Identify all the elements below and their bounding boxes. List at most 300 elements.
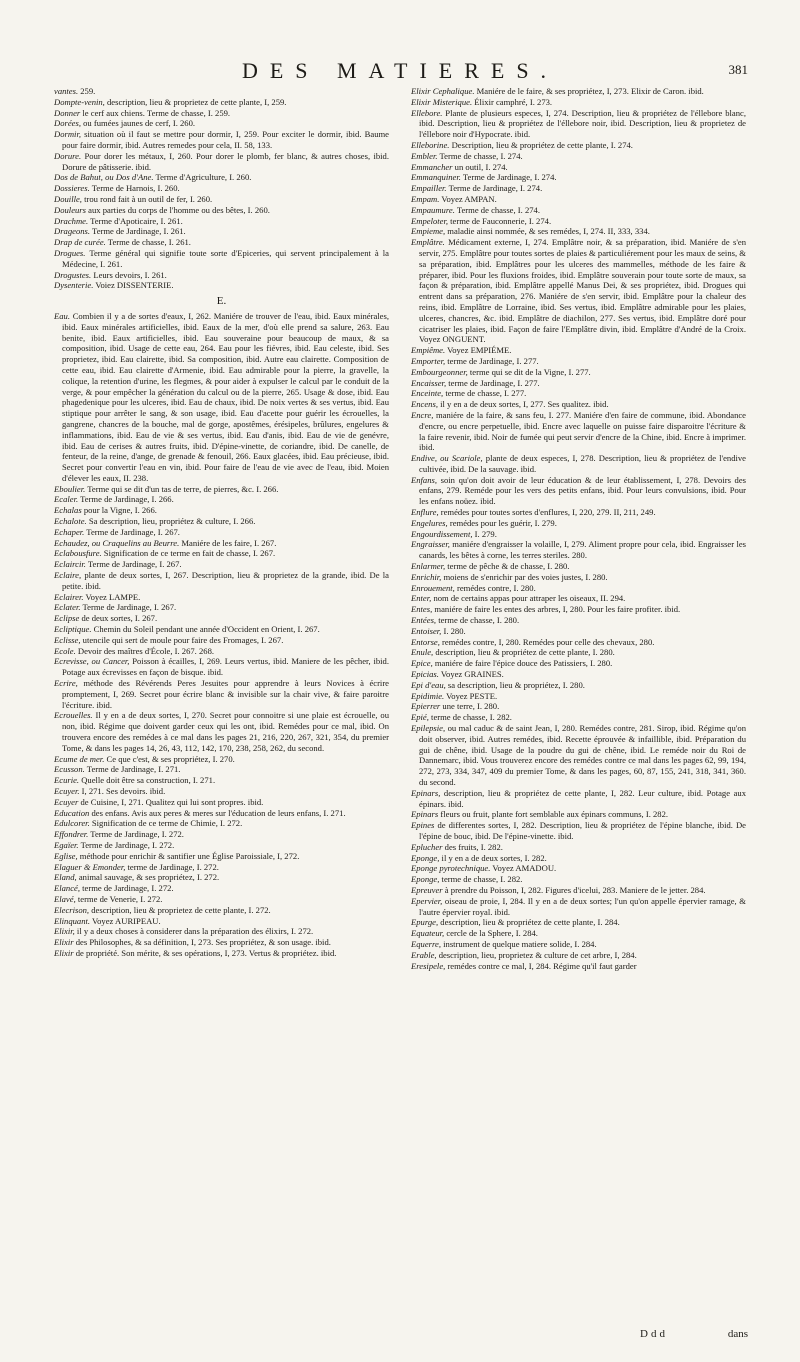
entry-text: Terme de Harnois, I. 260. bbox=[89, 183, 180, 194]
entry-headword: Drogues. bbox=[54, 247, 86, 258]
entry-headword: Elaguer & Emonder, bbox=[54, 861, 126, 872]
entry-text: Signification de ce terme en fait de chasse, I. 267. bbox=[101, 548, 276, 559]
entry-text: Plante de plusieurs especes, I, 274. Description, lieu & propriétez de l'éllebore blanc, ibid. Description, lieu & propriétez de l'éllebore noir, ibid. Description, lieu & proprietez de l'éllebore noir d'Hypocrate. ibid. bbox=[419, 107, 746, 140]
entry-text: fleurs ou fruit, plante fort semblable aux épinars communs, I. 282. bbox=[438, 809, 669, 820]
index-entry bbox=[54, 905, 389, 916]
entry-text: utencile qui sert de moule pour faire des Fromages, I. 267. bbox=[80, 634, 284, 645]
entry-text: terme de Jardinage, I. 272. bbox=[125, 861, 219, 872]
index-entry bbox=[411, 399, 746, 410]
index-entry bbox=[411, 939, 746, 950]
index-entry bbox=[411, 637, 746, 648]
entry-text: I. 280. bbox=[441, 625, 466, 636]
entry-headword: Eclaircir. bbox=[54, 559, 86, 570]
index-entry bbox=[54, 527, 389, 538]
entry-text: Terme de Jardinage, I. 274. bbox=[460, 172, 557, 183]
index-entry bbox=[411, 701, 746, 712]
entry-text: terme de chasse, I. 282. bbox=[439, 874, 523, 885]
entry-headword: Epurge, bbox=[411, 917, 439, 928]
entry-headword: Ecuyer. bbox=[54, 786, 80, 796]
entry-text: un outil, I. 274. bbox=[452, 161, 508, 172]
index-entry bbox=[411, 205, 746, 216]
entry-headword: Empiême. bbox=[411, 345, 446, 356]
entry-text: remédes pour toutes sortes d'enflures, I, 220, 279. II, 211, 249. bbox=[438, 507, 656, 518]
index-entry bbox=[411, 172, 746, 183]
index-entry bbox=[411, 539, 746, 561]
entry-headword: Ecrire, bbox=[54, 678, 78, 689]
entry-headword: Eclater. bbox=[54, 602, 81, 613]
entry-headword: Epilepsie, bbox=[411, 723, 446, 734]
index-entry bbox=[411, 183, 746, 194]
index-entry bbox=[411, 928, 746, 939]
index-entry bbox=[54, 872, 389, 883]
entry-text: Voyez LAMPE. bbox=[83, 591, 141, 602]
index-entry bbox=[411, 950, 746, 961]
entry-text: plante de deux sortes, I, 267. Description, lieu & proprietez de la grande, ibid. De la petite. ibid. bbox=[62, 570, 389, 591]
entry-headword: Echaudez, ou Craquelins au Beurre. bbox=[54, 537, 180, 548]
index-entry bbox=[411, 863, 746, 874]
index-entry bbox=[54, 205, 389, 216]
entry-text: Terme de Jardinage, I. 271. bbox=[84, 764, 181, 775]
entry-headword: Eplucher bbox=[411, 841, 443, 852]
entry-headword: Ecliptique. bbox=[54, 624, 92, 635]
entry-text: remédes pour les guérir, I. 279. bbox=[447, 517, 557, 528]
entry-headword: Ecaler. bbox=[54, 494, 79, 505]
index-entry bbox=[411, 86, 746, 97]
entry-headword: Epinars bbox=[411, 809, 439, 820]
entry-text: Terme de Jardinage, I. 267. bbox=[85, 559, 182, 570]
entry-headword: Equateur, bbox=[411, 928, 445, 939]
entry-headword: Donner bbox=[54, 107, 81, 118]
index-entry bbox=[411, 583, 746, 594]
entry-headword: Epice, bbox=[411, 658, 433, 669]
index-entry bbox=[54, 172, 389, 183]
entry-headword: Echalote. bbox=[54, 516, 87, 527]
entry-text: terme de chasse, I. 282. bbox=[428, 712, 512, 723]
index-entry bbox=[54, 194, 389, 205]
entry-text: terme de Jardinage, I. 277. bbox=[445, 355, 539, 366]
entry-text: de deux sortes, I. 267. bbox=[79, 613, 158, 624]
entry-text: Terme de Jardinage, I. 261. bbox=[90, 226, 186, 237]
entry-text: cercle de la Sphere, I. 284. bbox=[444, 928, 538, 939]
entry-text: terme qui se dit de la Vigne, I. 277. bbox=[467, 366, 591, 377]
entry-text: Voiez DISSENTERIE. bbox=[93, 280, 174, 291]
entry-text: terme de Jardinage, I. 272. bbox=[80, 883, 174, 894]
entry-headword: Elixir Cephalique. bbox=[411, 86, 475, 96]
entry-text: Voyez AMADOU. bbox=[490, 863, 557, 874]
entry-headword: Dorure. bbox=[54, 150, 82, 161]
index-entry bbox=[411, 885, 746, 896]
index-entry bbox=[54, 183, 389, 194]
entry-headword: Epines bbox=[411, 820, 435, 831]
index-entry bbox=[411, 410, 746, 453]
index-entry bbox=[411, 453, 746, 475]
entry-text: Terme de Jardinage, I. 274. bbox=[446, 183, 543, 194]
index-entry bbox=[54, 710, 389, 753]
entry-text: oiseau de proie, I, 284. Il y en a de deux sortes; l'un qu'on appelle épervier ramage, & l'autre épervier royal. ibid. bbox=[419, 895, 746, 917]
entry-headword: Entoiser, bbox=[411, 625, 442, 636]
entry-headword: Engelures, bbox=[411, 517, 448, 528]
entry-headword: Douleurs bbox=[54, 204, 86, 215]
entry-headword: Edulcorer. bbox=[54, 818, 90, 829]
index-entry bbox=[411, 723, 746, 788]
entry-text: Terme de Jardinage, I. 272. bbox=[78, 839, 175, 850]
entry-headword: Eland, bbox=[54, 872, 77, 883]
index-entry bbox=[54, 894, 389, 905]
entry-text: Terme qui se dit d'un tas de terre, de pierres, &c. I. 266. bbox=[85, 483, 279, 494]
entry-text: animal sauvage, & ses propriétez, I. 272. bbox=[76, 872, 220, 883]
entry-headword: Elecrison, bbox=[54, 904, 90, 915]
entry-text: nom de certains appas pour attraper les oiseaux, II. 294. bbox=[431, 593, 626, 604]
entry-text: Terme de Jardinage, I. 267. bbox=[84, 526, 180, 537]
index-entry bbox=[54, 226, 389, 237]
index-entry bbox=[54, 883, 389, 894]
entry-text: Élixir camphré, I. 273. bbox=[472, 96, 553, 107]
index-entry bbox=[411, 658, 746, 669]
entry-text: de differentes sortes, I, 282. Description, lieu & propriétez de l'épine blanche, ibid. De l'épine de bouc, ibid. De l'épine-vinette. ibid. bbox=[419, 820, 746, 841]
entry-text: maniére de faire l'épice douce des Patissiers, I. 280. bbox=[432, 658, 613, 669]
entry-headword: Elixir, bbox=[54, 926, 75, 937]
entry-text: Ce que c'est, & ses propriétez, I. 270. bbox=[104, 753, 235, 764]
entry-text: plante de deux especes, I, 278. Description, lieu & propriétez de l'endive cultivée, ibid. De la sauvage. ibid. bbox=[419, 453, 746, 474]
index-entry bbox=[54, 548, 389, 559]
entry-text: aux parties du corps de l'homme ou des bêtes, I. 260. bbox=[86, 204, 270, 215]
index-entry bbox=[411, 194, 746, 205]
entry-text: pour la Vigne, I. 266. bbox=[81, 505, 157, 516]
entry-text: Terme de Jardinage, I. 272. bbox=[88, 829, 184, 840]
entry-headword: Encaisser, bbox=[411, 377, 447, 388]
index-entry bbox=[411, 820, 746, 842]
entry-headword: Eclaire, bbox=[54, 570, 82, 581]
entry-text: une terre, I. 280. bbox=[440, 701, 500, 712]
index-entry bbox=[54, 635, 389, 646]
index-entry bbox=[54, 624, 389, 635]
signature-mark: Ddd bbox=[640, 1328, 668, 1340]
index-entry bbox=[54, 808, 389, 819]
entry-headword: Empeloter, bbox=[411, 215, 448, 226]
entry-text: terme de Venerie, I. 272. bbox=[75, 893, 163, 904]
index-entry bbox=[411, 162, 746, 173]
entry-text: Terme de chasse, I. 274. bbox=[437, 150, 523, 161]
index-entry bbox=[54, 840, 389, 851]
entry-headword: Enter, bbox=[411, 593, 432, 604]
entry-headword: Egaïer. bbox=[54, 839, 79, 850]
entry-headword: Dysenterie. bbox=[54, 280, 94, 291]
entry-headword: Ecume de mer. bbox=[54, 753, 105, 764]
entry-text: Pour dorer les métaux, I, 260. Pour dorer le plomb, fer blanc, & autres choses, ibid. Dorure de pâtisserie. ibid. bbox=[62, 150, 389, 172]
running-title: DES MATIERES. bbox=[241, 58, 559, 83]
index-entry bbox=[411, 529, 746, 540]
entry-text: maladie ainsi nommée, & ses remédes, I, 274. II, 333, 334. bbox=[445, 226, 650, 237]
entry-headword: Endive, ou Scariole, bbox=[411, 453, 483, 464]
entry-text: remédes contre, I, 280. Remédes pour celle des chevaux, 280. bbox=[439, 636, 655, 647]
entry-headword: Empam. bbox=[411, 193, 440, 204]
index-entry bbox=[54, 948, 389, 959]
index-entry bbox=[54, 818, 389, 829]
entry-text: des Philosophes, & sa définition, I, 273. Ses propriétez, & son usage. ibid. bbox=[73, 937, 331, 948]
entry-headword: Embler. bbox=[411, 150, 438, 161]
index-entry bbox=[54, 505, 389, 516]
entry-headword: Dormir, bbox=[54, 129, 81, 140]
entry-headword: Echaper. bbox=[54, 526, 85, 537]
entry-headword: Ecurie. bbox=[54, 775, 80, 786]
entry-headword: Enfans, bbox=[411, 474, 438, 485]
entry-text: Terme de chasse, I. 274. bbox=[454, 204, 540, 215]
index-entry bbox=[411, 367, 746, 378]
entry-text: soin qu'on doit avoir de leur éducation & de leur établissement, I, 278. Devoirs des enfans, 279. Reméde pour les vers des petits enfans, ibid. Pour leurs convulsions, ibid. Pour les enfans noüez. ibid. bbox=[419, 474, 746, 507]
entry-headword: Dorées, bbox=[54, 118, 81, 129]
entry-headword: Drachme. bbox=[54, 215, 89, 226]
entry-headword: Enflure, bbox=[411, 507, 439, 518]
index-entry bbox=[411, 507, 746, 518]
entry-headword: Emplâtre. bbox=[411, 237, 445, 248]
entry-text: remédes contre ce mal, I, 284. Régime qu'il faut garder bbox=[445, 960, 637, 971]
entry-text: terme de Jardinage, I. 277. bbox=[446, 377, 540, 388]
entry-headword: Ecrevisse, ou Cancer, bbox=[54, 656, 130, 667]
index-entry bbox=[54, 237, 389, 248]
entry-text: Terme de Jardinage, I. 266. bbox=[78, 494, 174, 505]
entry-text: description, lieu & proprietez de cette plante, I, 259. bbox=[104, 96, 287, 107]
index-entry bbox=[411, 216, 746, 227]
entry-text: Voyez AURIPEAU. bbox=[90, 915, 161, 926]
entry-text: situation où il faut se mettre pour dormir, I, 259. Pour exciter le dormir, ibid. Baume pour faire dormir, ibid. Autres remedes pour cela, II. 58, 133. bbox=[62, 129, 389, 150]
index-entry bbox=[411, 140, 746, 151]
entry-headword: Dos de Bahut, ou Dos d'Ane. bbox=[54, 172, 154, 183]
index-entry bbox=[411, 475, 746, 507]
index-entry bbox=[411, 853, 746, 864]
index-entry bbox=[54, 280, 389, 291]
index-entry bbox=[54, 764, 389, 775]
entry-headword: Ecuyer bbox=[54, 796, 79, 807]
entry-headword: Empaumure. bbox=[411, 204, 455, 215]
entry-headword: Drap de curée. bbox=[54, 237, 106, 248]
entry-text: Terme d'Agriculture, I. 260. bbox=[153, 172, 252, 183]
index-entry bbox=[54, 108, 389, 119]
entry-text: il y a deux choses à considerer dans la préparation des élixirs, I. 272. bbox=[74, 926, 314, 937]
entry-headword: Enrichir, bbox=[411, 571, 442, 582]
index-entry bbox=[54, 786, 389, 797]
index-columns bbox=[54, 86, 746, 1348]
entry-headword: Engraisser, bbox=[411, 539, 450, 550]
entry-text: Terme de chasse, I. 261. bbox=[105, 237, 191, 248]
entry-text: Sa description, lieu, propriétez & culture, I. 266. bbox=[86, 516, 256, 527]
entry-headword: Epinars, bbox=[411, 787, 441, 798]
entry-headword: Eponge pyrotechnique. bbox=[411, 863, 491, 874]
entry-headword: Eresipele, bbox=[411, 960, 446, 971]
index-entry bbox=[411, 788, 746, 810]
entry-headword: Enrouement, bbox=[411, 582, 455, 593]
index-entry bbox=[411, 97, 746, 108]
entry-headword: Enlarmer, bbox=[411, 561, 446, 572]
index-entry bbox=[411, 917, 746, 928]
entry-text: il y en a de deux sortes, I. 282. bbox=[439, 852, 547, 863]
index-entry bbox=[411, 604, 746, 615]
entry-headword: Eglise, bbox=[54, 850, 78, 861]
entry-headword: Eclisse, bbox=[54, 634, 81, 645]
index-entry bbox=[54, 916, 389, 927]
entry-text: description, lieu, proprietez & culture de cet arbre, I, 284. bbox=[436, 949, 637, 960]
entry-headword: Elixir bbox=[54, 937, 74, 948]
index-entry bbox=[411, 712, 746, 723]
entry-headword: Dossieres. bbox=[54, 183, 90, 194]
entry-text: description, lieu & propriétez de cette plante, I, 282. Leur culture, ibid. Potage aux épinars. ibid. bbox=[419, 787, 746, 809]
entry-headword: Ellebore. bbox=[411, 107, 443, 118]
entry-text: Voyez EMPIÉME. bbox=[445, 345, 512, 356]
index-entry bbox=[411, 691, 746, 702]
index-entry bbox=[54, 851, 389, 862]
entry-headword: Ecusson. bbox=[54, 764, 85, 775]
entry-headword: Elancé, bbox=[54, 883, 81, 894]
index-entry bbox=[54, 829, 389, 840]
entry-headword: Elixir Misterique. bbox=[411, 96, 473, 107]
entry-headword: Entées, bbox=[411, 615, 437, 626]
index-entry bbox=[54, 216, 389, 227]
entry-headword: Epervier, bbox=[411, 895, 443, 906]
entry-headword: Eboulier. bbox=[54, 483, 86, 494]
entry-text: méthode des Révérends Peres Jesuites pour apprendre à leurs Novices à écrire promptement, I, 269. Secret pour écrire blanc & invisible sur la chair vive, & faire paroitre l'écriture. ibid. bbox=[62, 678, 389, 710]
entry-headword: Epi d'eau, bbox=[411, 679, 446, 690]
entry-headword: Emmanquiner. bbox=[411, 172, 461, 183]
index-entry bbox=[54, 516, 389, 527]
entry-text: terme de pêche & de chasse, I. 280. bbox=[445, 561, 570, 572]
index-entry bbox=[411, 615, 746, 626]
entry-headword: Ecrouelles. bbox=[54, 710, 93, 721]
index-entry bbox=[411, 151, 746, 162]
entry-text: instrument de quelque matiere solide, I. 284. bbox=[441, 938, 597, 949]
entry-text: maniére d'engraisser la volaille, I, 279. Aliment propre pour cela, ibid. Engraisser les canards, les bêtes à corne, les terres steriles. 280. bbox=[419, 539, 746, 561]
index-entry bbox=[54, 678, 389, 710]
entry-headword: Elinquant. bbox=[54, 915, 91, 926]
entry-text: Devoir des maîtres d'École, I. 267. 268. bbox=[75, 645, 215, 656]
entry-text: description, lieu & proprietez de cette plante, I. 272. bbox=[89, 904, 271, 915]
entry-text: description, lieu & propriétez de cette plante, I. 280. bbox=[433, 647, 615, 658]
entry-text: de propriété. Son mérite, & ses opérations, I, 273. Vertus & propriétez. ibid. bbox=[73, 947, 337, 958]
index-entry bbox=[411, 809, 746, 820]
index-entry bbox=[411, 896, 746, 918]
index-entry bbox=[411, 388, 746, 399]
entry-headword: Effondrer. bbox=[54, 829, 89, 840]
entry-text: Voyez PESTE. bbox=[444, 690, 498, 701]
entry-text: maniére de la faire, & sans feu, I. 277. Maniére d'en faire de commune, ibid. Abondance d'encre, ou encre perpetuelle, ibid. Encre avec laquelle on puisse faire disparoitre l'écriture & la faire revenir, ibid. Noir de fumée qui peut servir d'encre de la Chine, ibid. Encre à imprimer. ibid. bbox=[419, 409, 746, 453]
index-entry bbox=[411, 226, 746, 237]
index-entry bbox=[54, 570, 389, 592]
entry-text: Combien il y a de sortes d'eaux, I, 262. Maniére de trouver de l'eau, ibid. Eaux minérales, ibid. Eaux minérales artificielles, ibid. Eaux de la mer, d'où elle prend sa salure, 263. Eau benite, ibid. Eaux artificielles, ibid. Eau souveraine pour beaucoup de maux, & sa composition, ibid. Usage de cette eau, 264. Eau pour les fiévres, ibid. Eau celeste, ibid. Ses proprietez, ibid. Eau clairette, ibid. Sa composition, ibid. Autre eau clairette. Composition de cette eau, ibid. Eau clairette d'Armenie, ibid. Eau admirable pour la pierre, la gravelle, la colique, la retention d'urine, les flegmes, & pour aider à expulser le calcul par le conduit de la verge, & pour empêcher la génération du calcul ou de la pierre, 265. Usage & dose, ibid. Eau phagedenique pour les ulceres, ibid. Eau de chaux, ibid. De noix vertes & ses vertus, ibid. Eau stiptique pour arrêter le sang, & son usage, ibid. Eau d'acette pour guérir les écrouelles, la gangrene, chancres de la bouche, mal de gorge, apostêmes, érésipeles, brûlures, engelures & inflammations, ibid. Eau de vie & ses vertus, ibid. Eau d'anis, ibid. Eau de vie de genévre, ibid. Eau de cerises & autres fruits, ibid. D'épine-vinette, de coriandre, ibid. De canelle, de fenteur, de la reine, d'ange, de grenade & fenouil, 266. Eaux glacées, ibid. Eau précieuse, ibid. Secret pour convertir l'eau en vin, ibid. Pour faire de l'eau de vie avec de l'eau, ibid. Moien d'élever les eaux, II. 238. bbox=[62, 310, 389, 483]
entry-text: Maniére de les faire, I. 267. bbox=[179, 537, 277, 548]
entry-headword: Empailler. bbox=[411, 183, 447, 194]
entry-headword: Emporter, bbox=[411, 355, 446, 366]
left-column bbox=[54, 86, 389, 1348]
index-entry bbox=[411, 345, 746, 356]
entry-text: Terme de Jardinage, I. 267. bbox=[80, 602, 177, 613]
index-entry bbox=[54, 129, 389, 151]
entry-text: terme de chasse, I. 280. bbox=[436, 615, 520, 626]
entry-headword: Dompte-venin, bbox=[54, 96, 105, 107]
entry-text: Description, lieu & propriétez de cette plante, I. 274. bbox=[449, 139, 633, 150]
entry-headword: Drogustes. bbox=[54, 269, 92, 280]
entry-text: à prendre du Poisson, I, 282. Figures d'icelui, 283. Maniere de le jetter. 284. bbox=[442, 884, 706, 895]
entry-text: remédes contre, I. 280. bbox=[454, 582, 536, 593]
entry-headword: Elavé, bbox=[54, 893, 76, 904]
entry-text: 259. bbox=[78, 86, 96, 96]
entry-headword: Eclabousfure. bbox=[54, 548, 102, 559]
entry-headword: Epicias. bbox=[411, 669, 439, 680]
index-entry bbox=[411, 680, 746, 691]
entry-headword: Eau. bbox=[54, 310, 70, 321]
entry-headword: Entes, bbox=[411, 604, 433, 615]
entry-text: trou rond fait à un outil de fer, I. 260. bbox=[81, 193, 213, 204]
index-entry bbox=[411, 572, 746, 583]
index-entry bbox=[411, 626, 746, 637]
entry-text: maniére de faire les entes des arbres, I, 280. Pour les faire profiter. ibid. bbox=[432, 604, 681, 615]
entry-text: ou mal caduc & de saint Jean, I, 280. Remédes contre, 281. Sirop, ibid. Régime qu'on doit observer, ibid. Autres remédes, ibid. Recette éprouvée & infaillible, ibid. Préparation du gui de chêne, ibid. Usage de la poudre du gui de chêne, ibid. Le reméde noir du Roi de Dannemarc, ibid. Vous trouverez encore des remédes contre ce mal dans les pages 62, 99, 194, 272, 273, 334, 347, 409 du premier Tome, & dans les pages, 60, 87, 155, 241, 318, 341, 360. du second. bbox=[419, 723, 746, 787]
index-entry bbox=[54, 494, 389, 505]
index-entry bbox=[411, 378, 746, 389]
index-entry bbox=[54, 862, 389, 873]
index-entry bbox=[411, 961, 746, 972]
entry-headword: Erable, bbox=[411, 949, 437, 960]
entry-text: terme de chasse, I. 277. bbox=[443, 388, 527, 399]
entry-text: des fruits, I. 282. bbox=[442, 841, 503, 852]
page-header bbox=[52, 58, 748, 84]
entry-text: Chemin du Soleil pendant une année d'Occident en Orient, I. 267. bbox=[91, 624, 320, 635]
index-entry bbox=[411, 518, 746, 529]
entry-headword: Education bbox=[54, 807, 90, 818]
entry-headword: Epié, bbox=[411, 712, 429, 723]
section-letter: E. bbox=[216, 295, 227, 308]
entry-text: sa description, lieu & propriétez, I. 280. bbox=[445, 679, 585, 690]
entry-headword: Empieme, bbox=[411, 226, 446, 237]
entry-text: de Cuisine, I, 271. Qualitez qui lui sont propres. ibid. bbox=[78, 796, 264, 807]
page-number: 381 bbox=[728, 62, 748, 77]
entry-text: Terme d'Apoticaire, I. 261. bbox=[88, 215, 183, 226]
index-entry bbox=[411, 647, 746, 658]
entry-text: Signification de ce terme de Chimie, I. 272. bbox=[89, 818, 243, 829]
entry-text: Poisson à écailles, I, 269. Leurs vertus, ibid. Maniere de les pêcher, ibid. Potage aux écrevisses en façon de bisque. ibid. bbox=[62, 656, 389, 678]
entry-text: méthode pour enrichir & santifier une Église Paroissiale, I, 272. bbox=[77, 850, 300, 861]
index-entry bbox=[411, 669, 746, 680]
index-entry bbox=[54, 613, 389, 624]
page-footer bbox=[54, 1328, 748, 1342]
index-entry bbox=[54, 926, 389, 937]
index-entry bbox=[54, 592, 389, 603]
entry-text: moiens de s'enrichir par des voies justes, I. 280. bbox=[441, 571, 608, 582]
entry-headword: Elleborine. bbox=[411, 139, 450, 150]
entry-text: Leurs devoirs, I. 261. bbox=[91, 269, 167, 280]
index-entry bbox=[54, 937, 389, 948]
entry-headword: Equerre, bbox=[411, 938, 441, 949]
entry-headword: Ecole. bbox=[54, 645, 76, 656]
right-column bbox=[411, 86, 746, 1348]
entry-headword: Douille, bbox=[54, 193, 82, 204]
entry-headword: Eclipse bbox=[54, 613, 80, 624]
entry-headword: Engourdissement, bbox=[411, 528, 473, 539]
entry-headword: Eponge, bbox=[411, 874, 440, 885]
index-entry bbox=[54, 97, 389, 108]
index-entry bbox=[411, 108, 746, 140]
index-entry bbox=[54, 559, 389, 570]
index-entry bbox=[54, 311, 389, 484]
entry-text: le cerf aux chiens. Terme de chasse, I. 259. bbox=[80, 107, 231, 118]
index-entry bbox=[54, 86, 389, 97]
entry-headword: Epreuver bbox=[411, 884, 443, 895]
entry-text: I. 279. bbox=[472, 528, 497, 539]
entry-headword: Encre, bbox=[411, 409, 434, 420]
entry-text: description, lieu & propriétez de cette plante, I. 284. bbox=[438, 917, 620, 928]
index-entry bbox=[54, 775, 389, 786]
entry-text: Il y en a de deux sortes, I, 270. Secret pour connoitre si une plaie est écrouelle, ou non, ibid. Régime que doivent garder ceux qui les ont, ibid. Remédes pour ce mal, ibid. On trouvera encore des remédes à ce mal dans les pages 21, 216, 220, 267, 321, 354, du premier Tome, & dans les pages 14, 26, 43, 112, 142, 170, 238, 258, 262, du second. bbox=[62, 710, 389, 753]
index-entry bbox=[54, 151, 389, 173]
entry-headword: Epierrer bbox=[411, 701, 441, 712]
entry-headword: Echalas bbox=[54, 505, 82, 516]
